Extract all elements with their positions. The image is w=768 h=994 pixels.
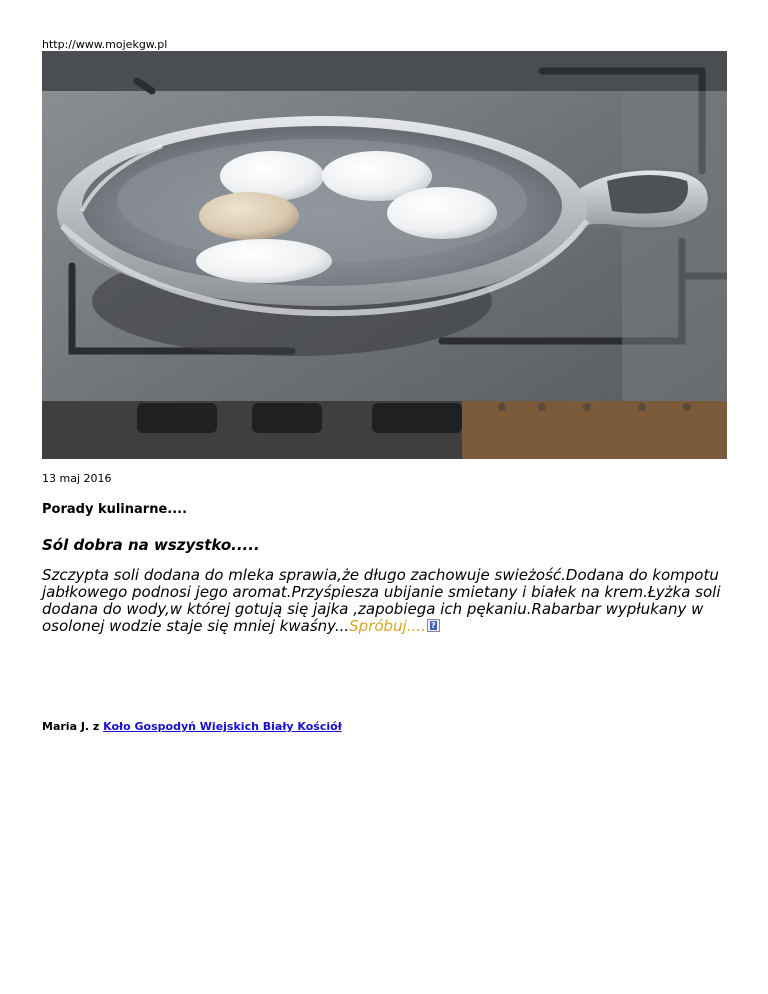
eggs-in-pot-photo xyxy=(42,51,727,459)
post-category: Porady kulinarne.... xyxy=(42,502,188,517)
post-body xyxy=(42,567,732,635)
source-url: http://www.mojekgw.pl xyxy=(42,38,168,51)
read-more-link[interactable]: Spróbuj.... xyxy=(349,617,426,635)
author-label: Maria J. z xyxy=(42,720,100,733)
post-date: 13 maj 2016 xyxy=(42,472,112,485)
footer-author xyxy=(42,720,342,733)
post-body-text: Szczypta soli dodana do mleka sprawia,że długo zachowuje swieżość.Dodana do kompotu jabłkowego podnosi jego aromat.Przyśpiesza ubijanie smietany i białek na krem.Łyżka soli dodana do wody,w której gotują się jajka ,zapobiega ich pękaniu.Rabarbar wypłukany w osolonej wodzie staje się mniej kwaśny... xyxy=(42,566,721,635)
help-icon[interactable]: ? xyxy=(427,619,440,632)
organization-link[interactable]: Koło Gospodyń Wiejskich Biały Kościół xyxy=(103,720,342,733)
post-title: Sól dobra na wszystko..... xyxy=(42,536,260,554)
